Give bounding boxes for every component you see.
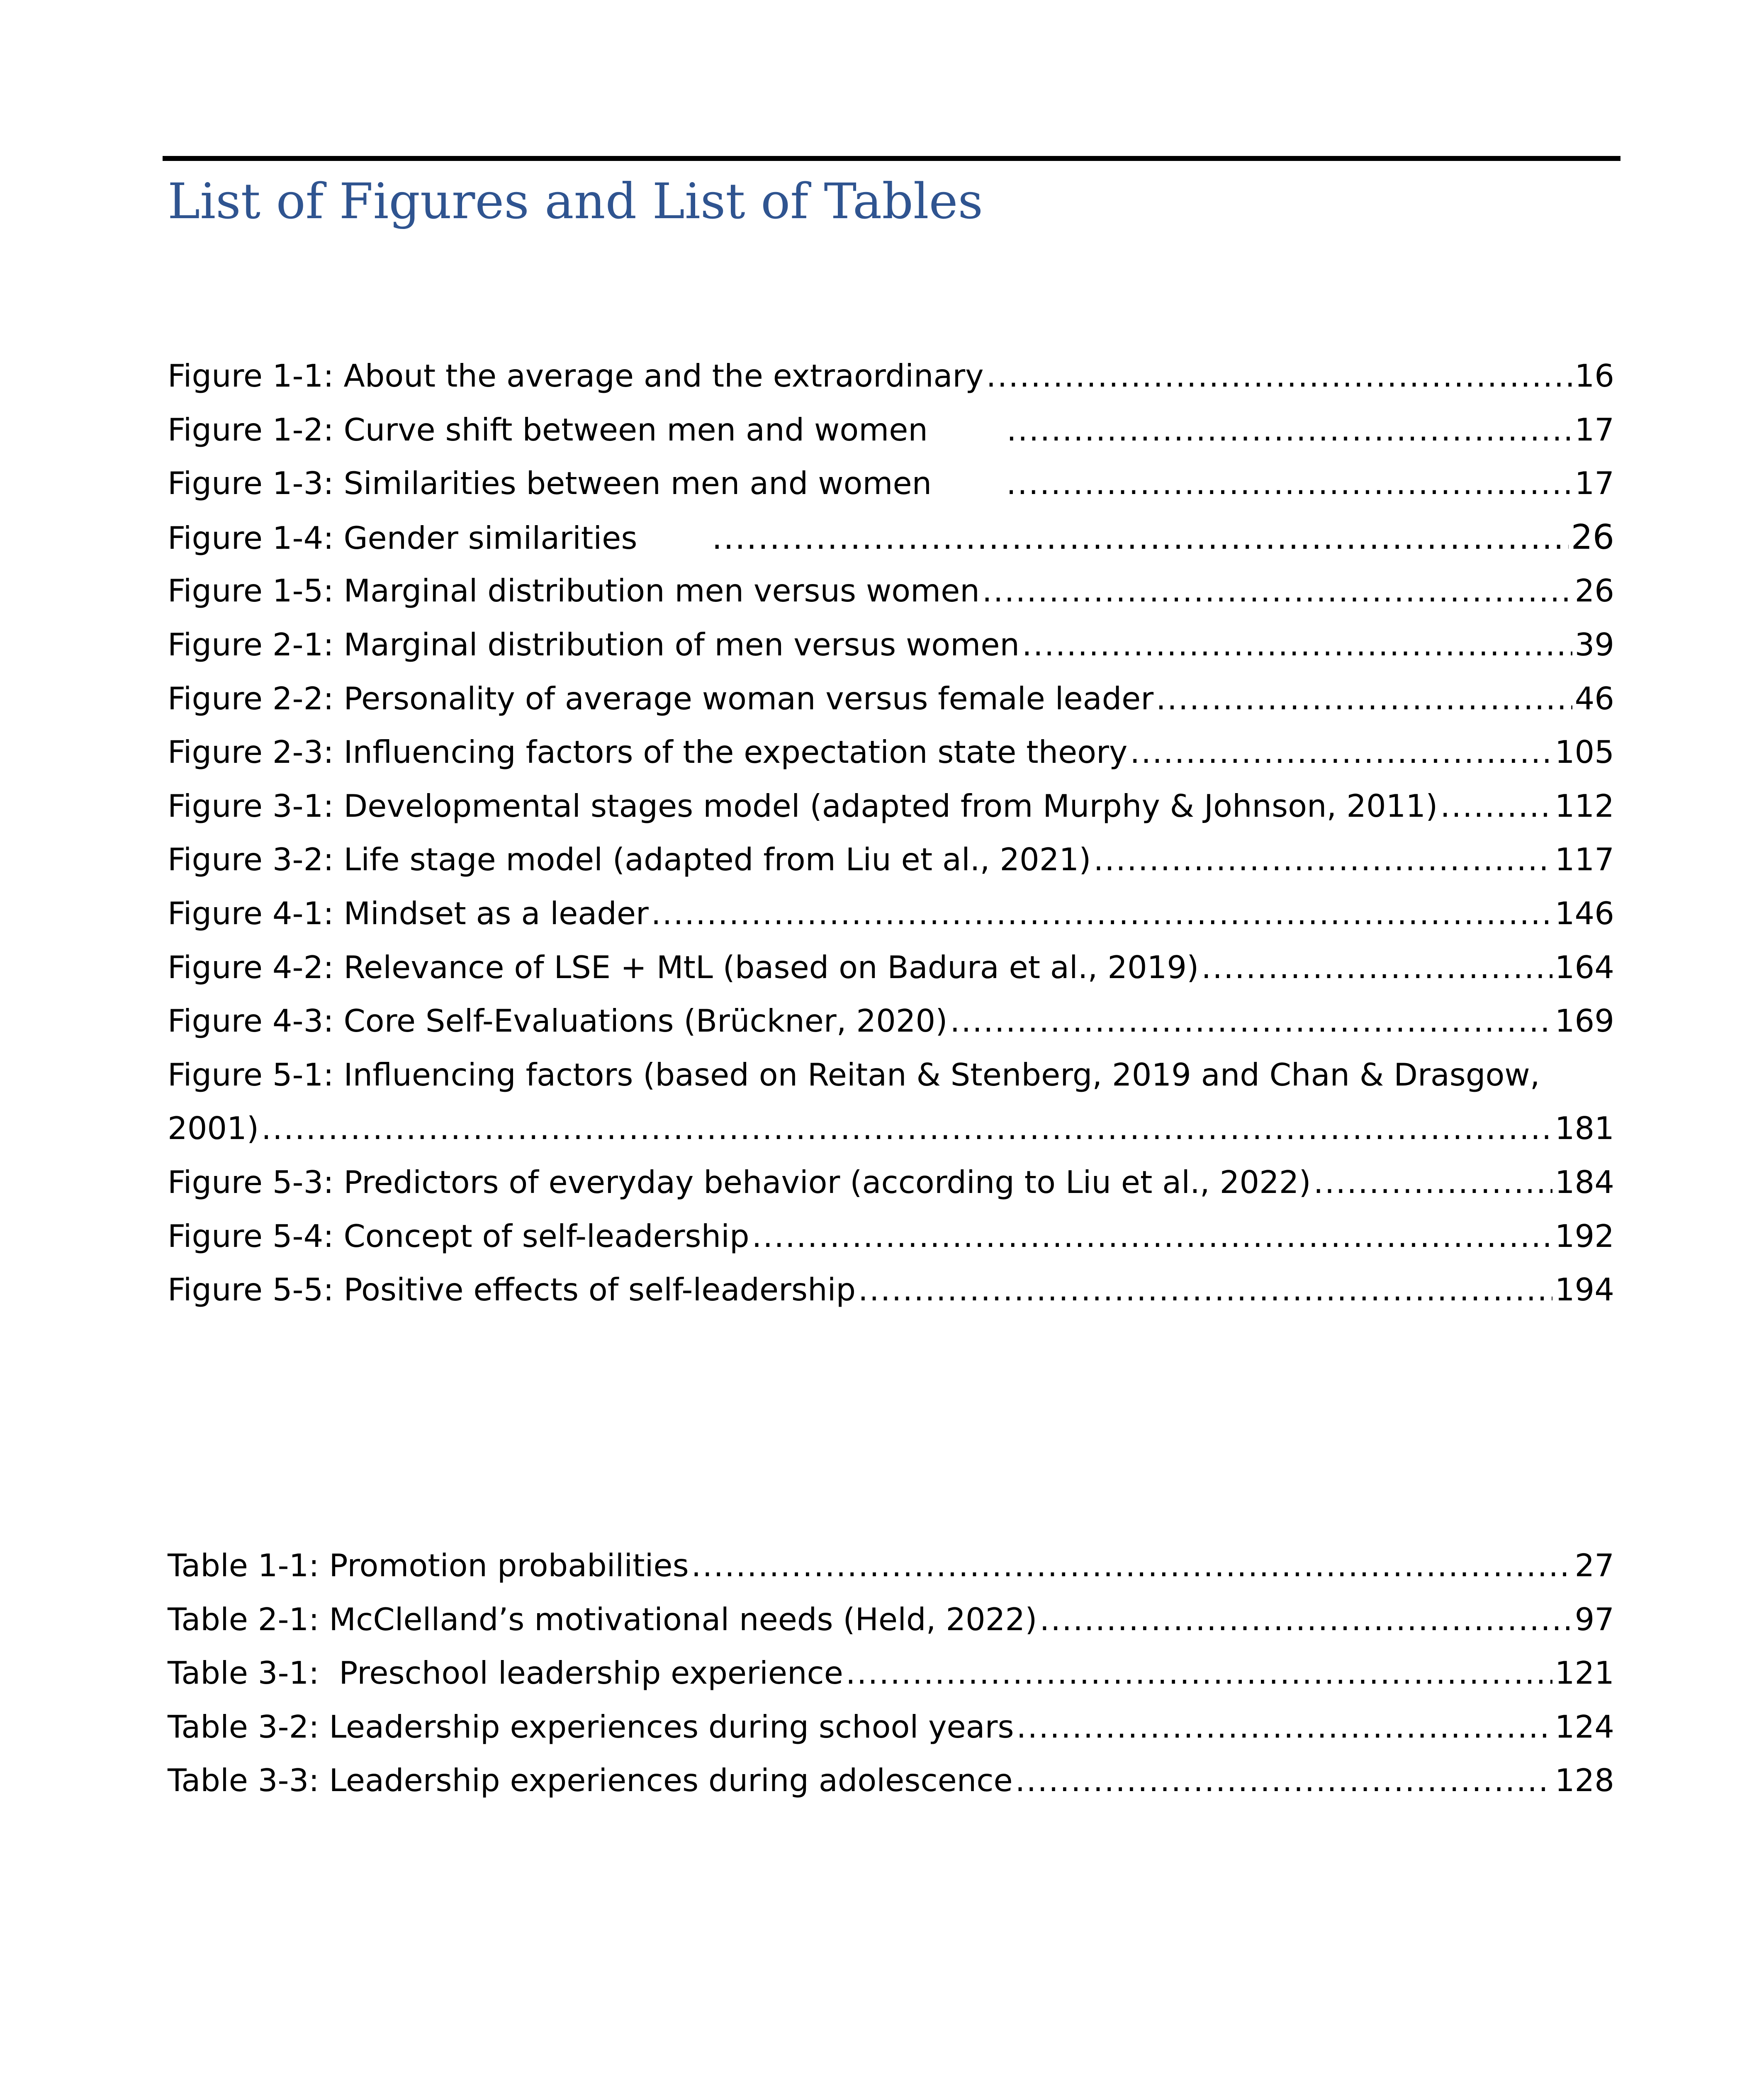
- dot-leader: [1156, 672, 1572, 726]
- entry-label: Figure 5-5: Positive effects of self-leadership: [168, 1271, 856, 1308]
- dot-leader: [1130, 725, 1552, 779]
- dot-leader: [950, 994, 1552, 1048]
- entry-page: 105: [1555, 734, 1614, 771]
- entry-page: 26: [1574, 572, 1614, 609]
- entry-label: Figure 1-4: Gender similarities: [168, 519, 637, 556]
- entry-page: 17: [1574, 411, 1614, 448]
- entry-label: Figure 2-2: Personality of average woman versus female leader: [168, 680, 1154, 717]
- entry-label: Figure 4-1: Mindset as a leader: [168, 895, 649, 932]
- toc-entry-line-2[interactable]: [168, 1102, 1614, 1156]
- toc-entry[interactable]: [168, 618, 1614, 672]
- toc-entry[interactable]: [168, 779, 1614, 833]
- toc-entry[interactable]: [168, 887, 1614, 941]
- entry-page: 27: [1574, 1547, 1614, 1584]
- entry-label: Figure 1-2: Curve shift between men and women: [168, 411, 928, 448]
- entry-page: 112: [1555, 787, 1614, 824]
- entry-page: 46: [1574, 680, 1614, 717]
- toc-entry[interactable]: [168, 1646, 1614, 1700]
- dot-leader: [1006, 457, 1572, 511]
- dot-leader: [1015, 1754, 1552, 1808]
- dot-leader: [1022, 618, 1572, 672]
- entry-label-continued: 2001): [168, 1110, 259, 1147]
- entry-label: Figure 3-2: Life stage model (adapted from Liu et al., 2021): [168, 841, 1091, 878]
- toc-entry[interactable]: [168, 457, 1614, 511]
- dot-leader: [846, 1646, 1552, 1700]
- list-of-figures: [168, 349, 1614, 1317]
- entry-page: 16: [1574, 358, 1614, 394]
- dot-leader: [858, 1263, 1552, 1317]
- entry-page: 124: [1555, 1708, 1614, 1745]
- entry-label: Figure 4-2: Relevance of LSE + MtL (based on Badura et al., 2019): [168, 949, 1199, 986]
- dot-leader: [982, 564, 1572, 618]
- toc-entry[interactable]: [168, 1539, 1614, 1593]
- dot-leader: [1440, 779, 1552, 833]
- dot-leader: [1017, 1700, 1552, 1754]
- toc-entry[interactable]: [168, 1156, 1614, 1210]
- dot-leader: [712, 511, 1568, 565]
- dot-leader: [1314, 1156, 1552, 1210]
- entry-label: Figure 1-5: Marginal distribution men versus women: [168, 572, 980, 609]
- entry-label: Figure 5-1: Influencing factors (based on Reitan & Stenberg, 2019 and Chan & Drasgow,: [168, 1056, 1540, 1093]
- entry-page: 192: [1555, 1217, 1614, 1254]
- entry-page: 164: [1555, 949, 1614, 986]
- toc-entry-line-1[interactable]: [168, 1048, 1614, 1102]
- entry-page: 97: [1574, 1601, 1614, 1638]
- dot-leader: [752, 1210, 1552, 1263]
- entry-label: Figure 2-1: Marginal distribution of men versus women: [168, 626, 1020, 663]
- toc-entry[interactable]: [168, 994, 1614, 1048]
- toc-entry[interactable]: [168, 1700, 1614, 1754]
- header-rule: [163, 156, 1620, 161]
- toc-entry[interactable]: [168, 1593, 1614, 1647]
- entry-page: 181: [1555, 1110, 1614, 1147]
- entry-page: 121: [1555, 1655, 1614, 1692]
- toc-entry[interactable]: [168, 833, 1614, 887]
- entry-page: 26: [1571, 517, 1614, 557]
- toc-entry[interactable]: [168, 672, 1614, 726]
- entry-label: Figure 3-1: Developmental stages model (adapted from Murphy & Johnson, 2011): [168, 787, 1438, 824]
- entry-label: Table 1-1: Promotion probabilities: [168, 1547, 689, 1584]
- dot-leader: [1201, 941, 1552, 995]
- toc-entry[interactable]: [168, 349, 1614, 403]
- entry-label: Table 3-3: Leadership experiences during adolescence: [168, 1762, 1013, 1799]
- entry-page: 169: [1555, 1003, 1614, 1039]
- dot-leader: [1007, 403, 1572, 457]
- entry-page: 184: [1555, 1164, 1614, 1200]
- toc-entry[interactable]: [168, 511, 1614, 565]
- entry-label: Table 2-1: McClelland’s motivational needs (Held, 2022): [168, 1601, 1037, 1638]
- dot-leader: [651, 887, 1552, 941]
- dot-leader: [1039, 1593, 1572, 1647]
- entry-page: 194: [1555, 1271, 1614, 1308]
- entry-label: Table 3-2: Leadership experiences during school years: [168, 1708, 1014, 1745]
- entry-page: 39: [1574, 626, 1614, 663]
- entry-label: Figure 1-1: About the average and the extraordinary: [168, 358, 984, 394]
- entry-label: Figure 5-3: Predictors of everyday behavior (according to Liu et al., 2022): [168, 1164, 1311, 1200]
- toc-entry[interactable]: [168, 1210, 1614, 1263]
- dot-leader: [1093, 833, 1552, 887]
- page-title: List of Figures and List of Tables: [168, 173, 983, 230]
- toc-entry[interactable]: [168, 1263, 1614, 1317]
- entry-page: 117: [1555, 841, 1614, 878]
- entry-label: Figure 5-4: Concept of self-leadership: [168, 1217, 749, 1254]
- dot-leader: [691, 1539, 1572, 1593]
- entry-label: Figure 1-3: Similarities between men and women: [168, 465, 932, 502]
- dot-leader: [986, 349, 1572, 403]
- toc-entry[interactable]: [168, 1754, 1614, 1808]
- toc-entry[interactable]: [168, 725, 1614, 779]
- entry-page: 146: [1555, 895, 1614, 932]
- toc-entry[interactable]: [168, 941, 1614, 995]
- toc-entry[interactable]: [168, 564, 1614, 618]
- entry-page: 128: [1555, 1762, 1614, 1799]
- list-of-tables: [168, 1539, 1614, 1808]
- dot-leader: [261, 1102, 1552, 1156]
- entry-label: Table 3-1: Preschool leadership experience: [168, 1655, 843, 1692]
- toc-entry[interactable]: [168, 403, 1614, 457]
- entry-label: Figure 4-3: Core Self-Evaluations (Brückner, 2020): [168, 1003, 948, 1039]
- entry-label: Figure 2-3: Influencing factors of the expectation state theory: [168, 734, 1128, 771]
- entry-page: 17: [1574, 465, 1614, 502]
